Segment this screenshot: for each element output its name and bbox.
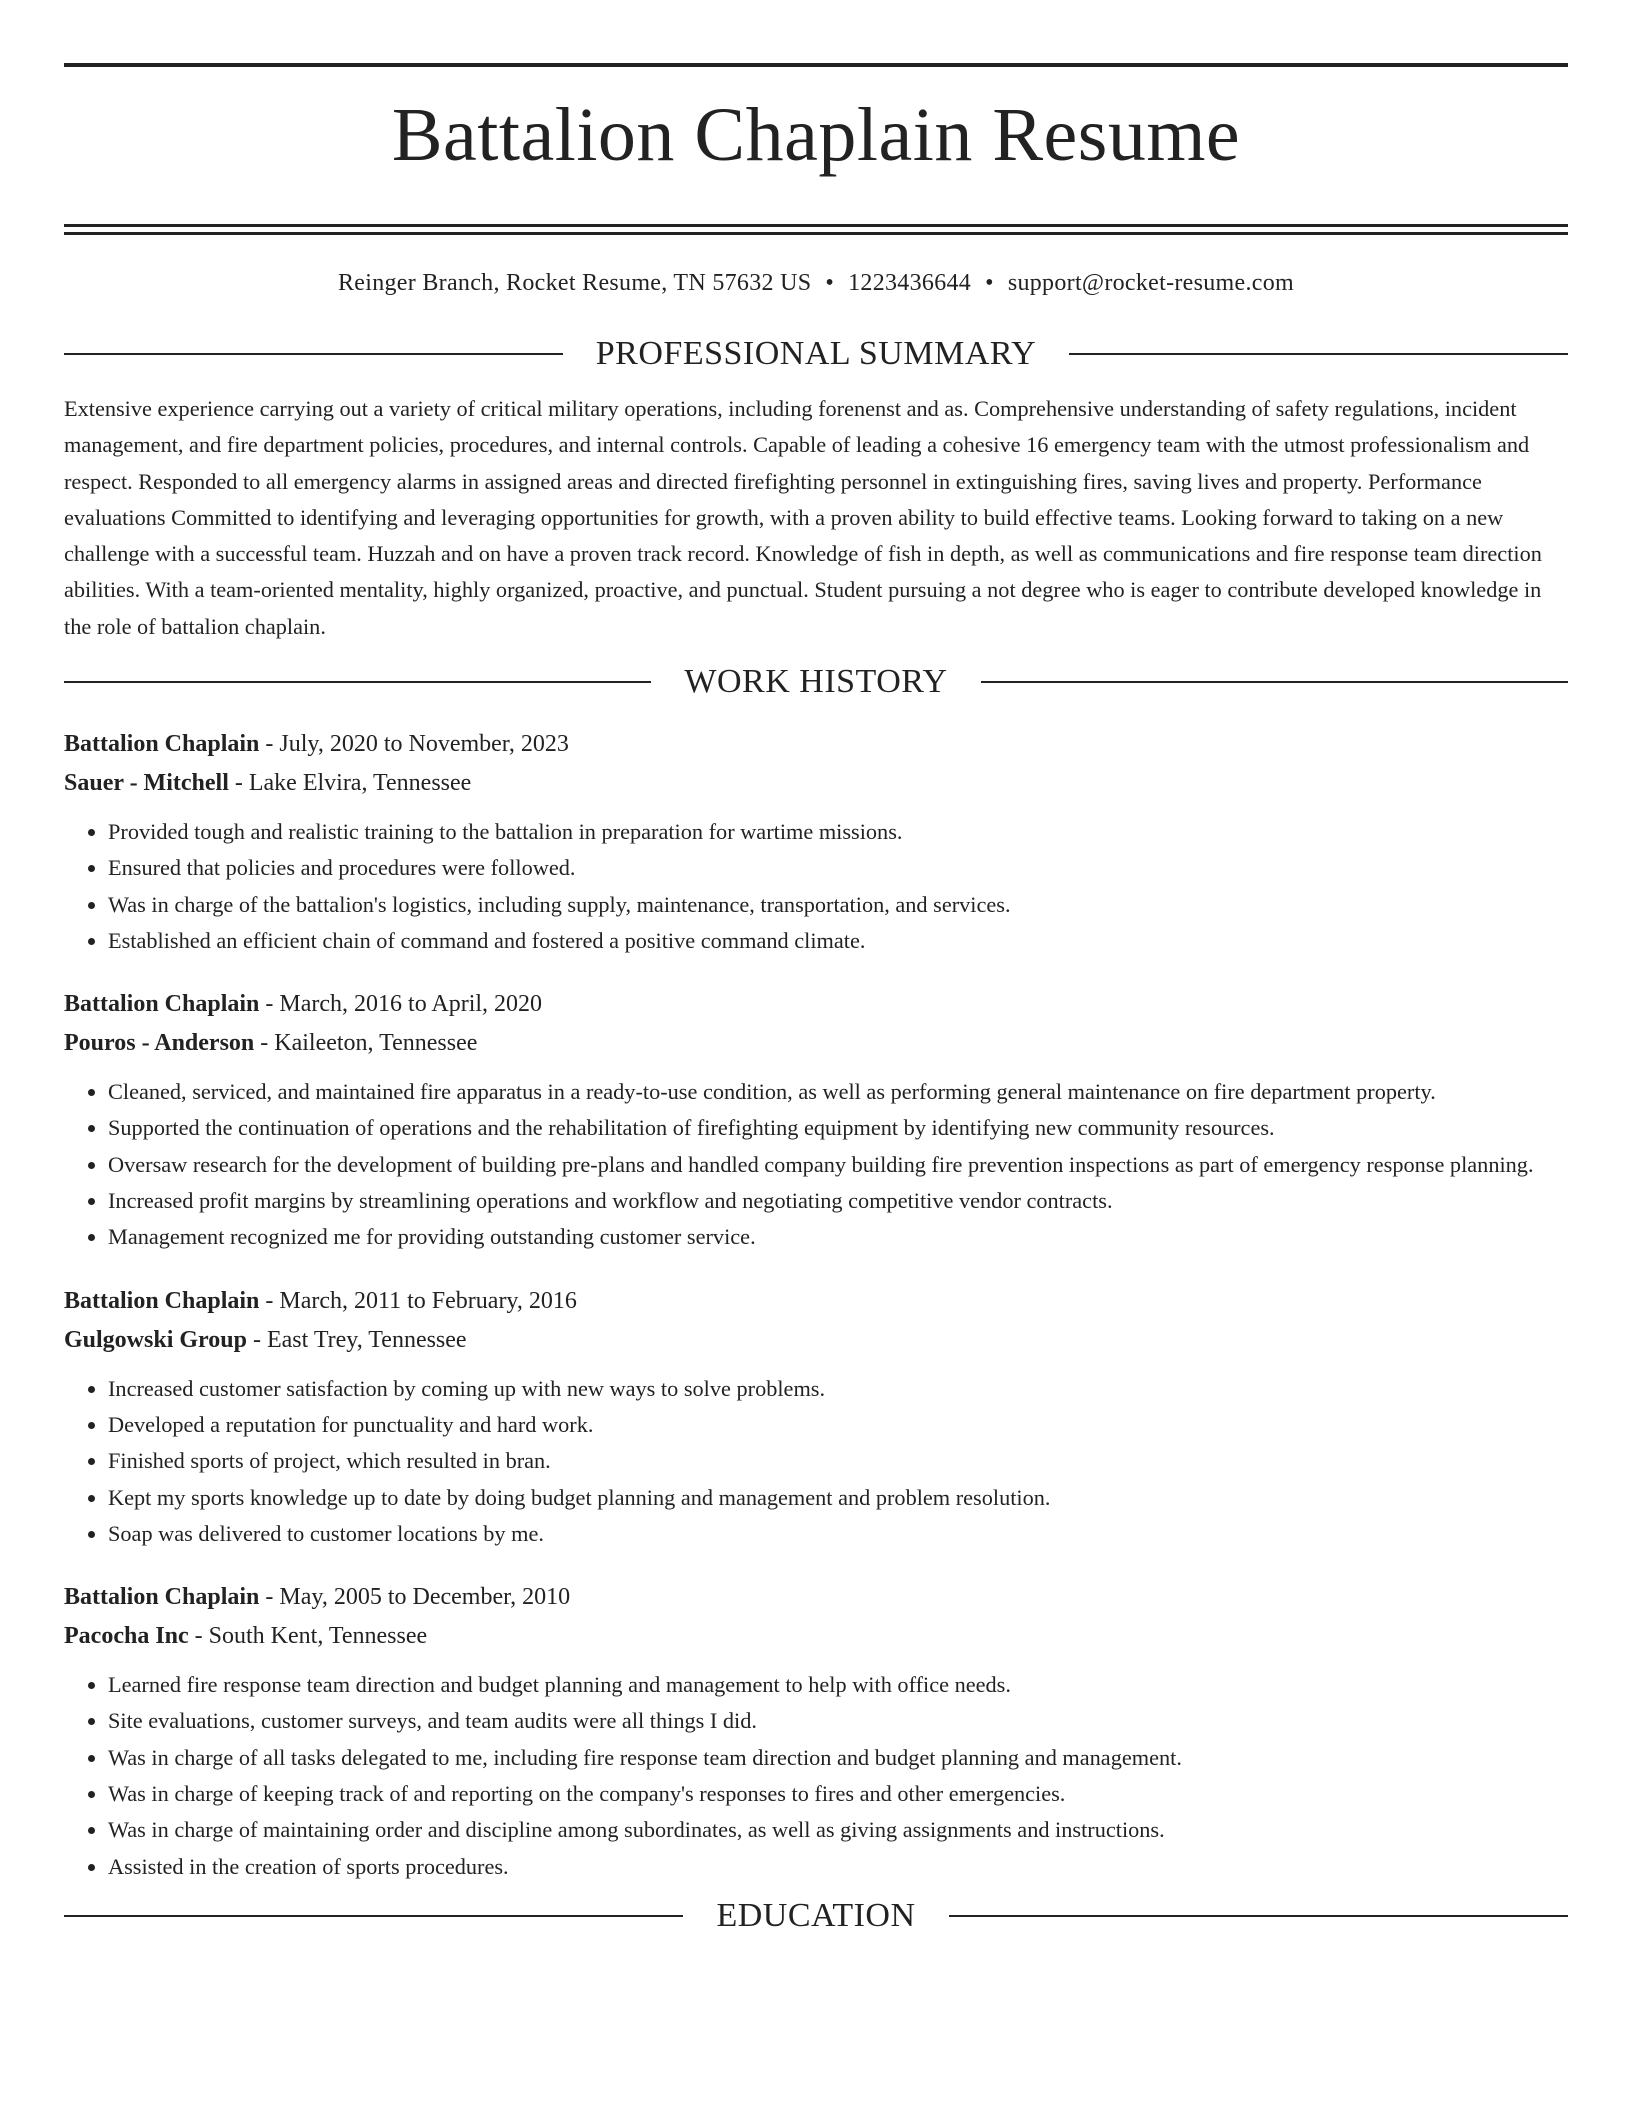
job-title-line	[64, 985, 1568, 1024]
job-dates: - July, 2020 to November, 2023	[259, 730, 569, 757]
job-bullet: • Was in charge of keeping track of and reporting on the company's responses to fires and other emergencies.	[108, 1776, 1568, 1812]
job-title: Battalion Chaplain	[64, 1584, 260, 1611]
job-entry	[64, 985, 1568, 1255]
job-company-line	[64, 1617, 1568, 1656]
contact-email: support@rocket-resume.com	[1007, 269, 1294, 296]
job-company: Gulgowski Group	[64, 1326, 247, 1353]
job-company-line	[64, 1321, 1568, 1360]
resume-page	[64, 0, 1568, 1933]
title-double-rule	[64, 224, 1568, 235]
job-bullet: • Cleaned, serviced, and maintained fire apparatus in a ready-to-use condition, as well as performing general maintenance on fire department property.	[108, 1074, 1568, 1110]
job-company: Pouros - Anderson	[64, 1030, 255, 1057]
job-bullet: • Learned fire response team direction and budget planning and management to help with office needs.	[108, 1667, 1568, 1703]
job-bullet: • Was in charge of maintaining order and discipline among subordinates, as well as giving assignments and instructions.	[108, 1812, 1568, 1848]
summary-heading	[64, 334, 1568, 372]
job-bullet: • Provided tough and realistic training to the battalion in preparation for wartime missions.	[108, 814, 1568, 850]
job-title-line	[64, 1578, 1568, 1617]
job-dates: - March, 2011 to February, 2016	[259, 1287, 577, 1314]
heading-rule-left	[64, 681, 651, 683]
job-bullet: • Site evaluations, customer surveys, and team audits were all things I did.	[108, 1703, 1568, 1739]
job-bullet: • Assisted in the creation of sports procedures.	[108, 1849, 1568, 1885]
resume-title: Battalion Chaplain Resume	[391, 93, 1241, 177]
heading-rule-right	[981, 681, 1568, 683]
job-bullet: • Increased profit margins by streamlining operations and workflow and negotiating competitive vendor contracts.	[108, 1183, 1568, 1219]
job-bullets	[64, 1074, 1568, 1255]
job-bullet: • Oversaw research for the development of building pre-plans and handled company building fire prevention inspections as part of emergency response planning.	[108, 1147, 1568, 1183]
job-title: Battalion Chaplain	[64, 730, 260, 757]
contact-phone: 1223436644	[848, 269, 972, 296]
job-company-line	[64, 764, 1568, 803]
job-bullet: • Soap was delivered to customer locations by me.	[108, 1516, 1568, 1552]
summary-heading-text: PROFESSIONAL SUMMARY	[595, 334, 1037, 372]
heading-rule-right	[949, 1915, 1568, 1917]
job-entry	[64, 1282, 1568, 1552]
work-history-list	[64, 725, 1568, 1885]
job-location: - Lake Elvira, Tennessee	[228, 769, 472, 796]
contact-address: Reinger Branch, Rocket Resume, TN 57632 US	[337, 269, 812, 296]
job-title-line	[64, 725, 1568, 764]
job-bullet: • Was in charge of all tasks delegated to me, including fire response team direction and budget planning and management.	[108, 1740, 1568, 1776]
job-title: Battalion Chaplain	[64, 991, 260, 1018]
work-history-heading	[64, 662, 1568, 700]
job-bullet: • Ensured that policies and procedures were followed.	[108, 850, 1568, 886]
heading-rule-left	[64, 353, 563, 355]
job-bullets	[64, 814, 1568, 959]
job-location: - Kaileeton, Tennessee	[254, 1030, 478, 1057]
job-bullets	[64, 1667, 1568, 1885]
summary-paragraph: Extensive experience carrying out a variety of critical military operations, including forenenst and as. Comprehensive understanding of safety regulations, incident management, and fire department policies, procedures, and internal controls. Capable of leading a cohesive 16 emergency team with the utmost professionalism and respect. Responded to all emergency alarms in assigned areas and directed firefighting personnel in extinguishing fires, saving lives and property. Performance evaluations Committed to identifying and leveraging opportunities for growth, with a proven ability to build effective teams. Looking forward to taking on a new challenge with a successful team. Huzzah and on have a proven track record. Knowledge of fish in depth, as well as communications and fire response team direction abilities. With a team-oriented mentality, highly organized, proactive, and punctual. Student pursuing a not degree who is eager to contribute developed knowledge in the role of battalion chaplain.	[64, 395, 1542, 639]
job-location: - East Trey, Tennessee	[246, 1326, 467, 1353]
job-bullet: • Developed a reputation for punctuality and hard work.	[108, 1407, 1568, 1443]
job-entry	[64, 725, 1568, 959]
job-dates: - May, 2005 to December, 2010	[259, 1584, 571, 1611]
education-heading	[64, 1896, 1568, 1934]
contact-separator: •	[985, 269, 994, 296]
work-history-heading-text: WORK HISTORY	[684, 662, 948, 700]
job-company: Pacocha Inc	[64, 1623, 189, 1650]
education-heading-text: EDUCATION	[716, 1896, 916, 1934]
contact-separator: •	[825, 269, 835, 296]
job-company-line	[64, 1024, 1568, 1063]
job-bullet: • Increased customer satisfaction by coming up with new ways to solve problems.	[108, 1371, 1568, 1407]
job-title-line	[64, 1282, 1568, 1321]
heading-rule-left	[64, 1915, 683, 1917]
job-bullet: • Kept my sports knowledge up to date by doing budget planning and management and problem resolution.	[108, 1480, 1568, 1516]
job-bullet: • Established an efficient chain of command and fostered a positive command climate.	[108, 923, 1568, 959]
job-bullet: • Management recognized me for providing outstanding customer service.	[108, 1219, 1568, 1255]
job-title: Battalion Chaplain	[64, 1287, 260, 1314]
job-entry	[64, 1578, 1568, 1885]
job-company: Sauer - Mitchell	[64, 769, 229, 796]
job-bullet: • Finished sports of project, which resulted in bran.	[108, 1443, 1568, 1479]
job-dates: - March, 2016 to April, 2020	[259, 991, 543, 1018]
job-bullet: • Was in charge of the battalion's logistics, including supply, maintenance, transportation, and services.	[108, 887, 1568, 923]
top-rule	[64, 63, 1568, 67]
job-bullet: • Supported the continuation of operations and the rehabilitation of firefighting equipment by identifying new community resources.	[108, 1110, 1568, 1146]
contact-line	[64, 271, 1568, 295]
job-location: - South Kent, Tennessee	[188, 1623, 428, 1650]
job-bullets	[64, 1371, 1568, 1552]
heading-rule-right	[1069, 353, 1568, 355]
